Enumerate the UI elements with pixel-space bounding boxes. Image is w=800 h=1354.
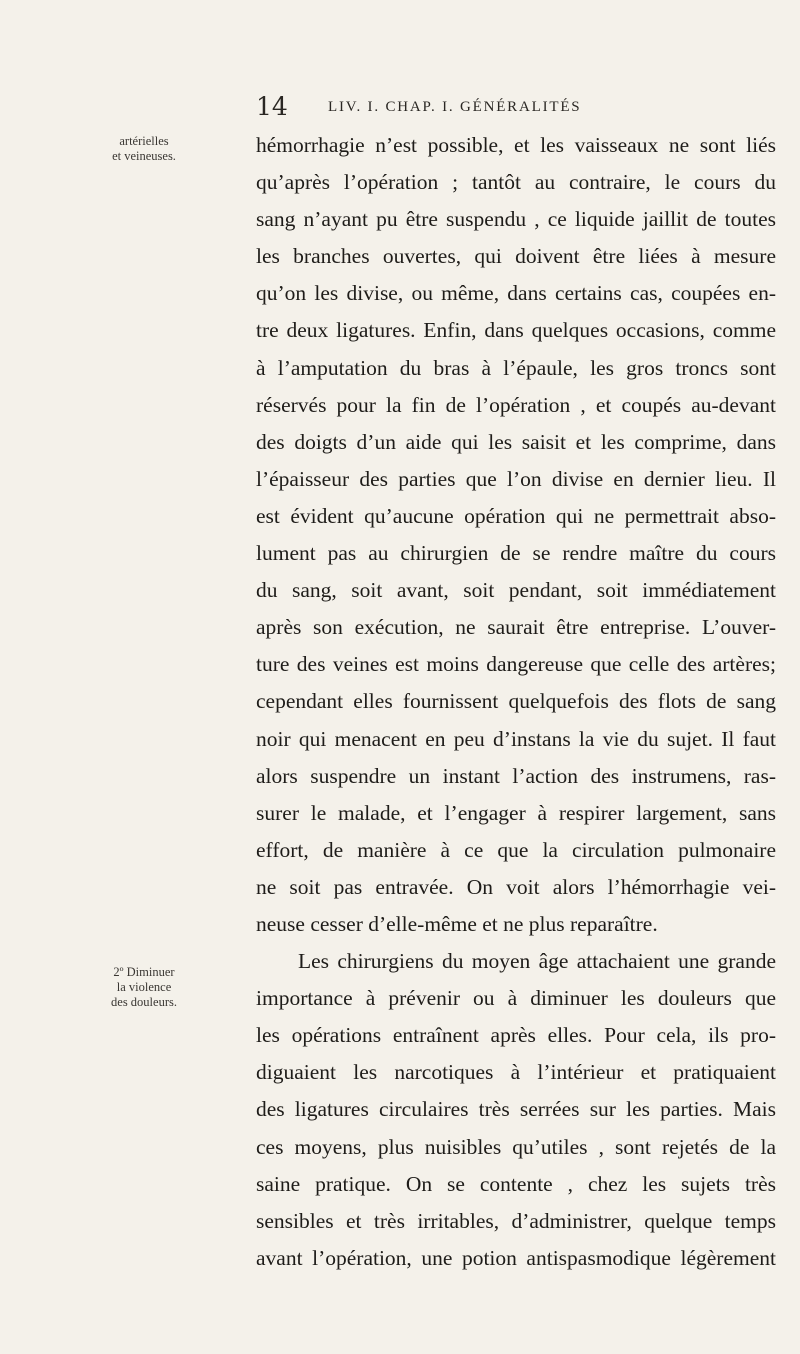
- margin-note-line: la violence: [116, 980, 172, 994]
- text-line: neuse cesser d’elle-même et ne plus reparaître.: [256, 911, 658, 936]
- margin-note-arterial-venous: [44, 134, 244, 164]
- margin-note-line: artérielles: [119, 134, 169, 148]
- text-line: l’épaisseur des parties que l’on divise en dernier lieu. Il: [256, 466, 776, 491]
- text-line: réservés pour la fin de l’opération , et coupés au-devant: [256, 392, 776, 417]
- text-line: du sang, soit avant, soit pendant, soit immédiatement: [256, 578, 776, 603]
- text-line: saine pratique. On se contente , chez les sujets très: [256, 1171, 776, 1196]
- text-line: ne soit pas entravée. On voit alors l’hémorrhagie vei-: [256, 874, 776, 899]
- text-line: tre deux ligatures. Enfin, dans quelques occasions, comme: [256, 318, 776, 343]
- margin-note-line: et veineuses.: [112, 149, 176, 163]
- text-line: sang n’ayant pu être suspendu , ce liquide jaillit de toutes: [256, 207, 776, 232]
- text-line: à l’amputation du bras à l’épaule, les gros troncs sont: [256, 355, 776, 380]
- text-line: est évident qu’aucune opération qui ne permettrait abso-: [256, 503, 776, 528]
- text-line: importance à prévenir ou à diminuer les douleurs que: [256, 986, 776, 1011]
- text-line: surer le malade, et l’engager à respirer largement, sans: [256, 800, 776, 825]
- text-line: ture des veines est moins dangereuse que celle des artères;: [256, 652, 776, 677]
- running-head: [0, 92, 800, 122]
- text-line: qu’après l’opération ; tantôt au contraire, le cours du: [256, 170, 776, 195]
- margin-note-line: des douleurs.: [111, 995, 177, 1009]
- margin-note-diminish-pain: [44, 965, 244, 1010]
- text-line: ces moyens, plus nuisibles qu’utiles , sont rejetés de la: [256, 1134, 776, 1159]
- text-line: cependant elles fournissent quelquefois des flots de sang: [256, 689, 776, 714]
- text-line: avant l’opération, une potion antispasmodique légèrement: [256, 1245, 776, 1270]
- text-line: alors suspendre un instant l’action des instrumens, ras-: [256, 763, 776, 788]
- text-line: hémorrhagie n’est possible, et les vaisseaux ne sont liés: [256, 133, 776, 157]
- text-line: effort, de manière à ce que la circulation pulmonaire: [256, 837, 776, 862]
- text-line: lument pas au chirurgien de se rendre maître du cours: [256, 541, 776, 566]
- body-text: [256, 127, 776, 1277]
- text-line: qu’on les divise, ou même, dans certains cas, coupées en-: [256, 281, 776, 306]
- text-line: après son exécution, ne saurait être entreprise. L’ouver-: [256, 615, 776, 640]
- page-number: 14: [256, 92, 288, 121]
- running-head-title: LIV. I. CHAP. I. GÉNÉRALITÉS: [328, 99, 582, 115]
- text-line: les opérations entraînent après elles. Pour cela, ils pro-: [256, 1023, 776, 1048]
- text-line: noir qui menacent en peu d’instans la vie du sujet. Il faut: [256, 726, 776, 751]
- text-line: des doigts d’un aide qui les saisit et les comprime, dans: [256, 429, 776, 454]
- text-line: diguaient les narcotiques à l’intérieur et pratiquaient: [256, 1060, 776, 1085]
- text-line: sensibles et très irritables, d’administrer, quelque temps: [256, 1208, 776, 1233]
- text-line: Les chirurgiens du moyen âge attachaient une grande: [298, 949, 776, 974]
- text-line: les branches ouvertes, qui doivent être liées à mesure: [256, 244, 776, 269]
- margin-note-line: 2º Diminuer: [113, 965, 175, 979]
- text-line: des ligatures circulaires très serrées sur les parties. Mais: [256, 1097, 776, 1122]
